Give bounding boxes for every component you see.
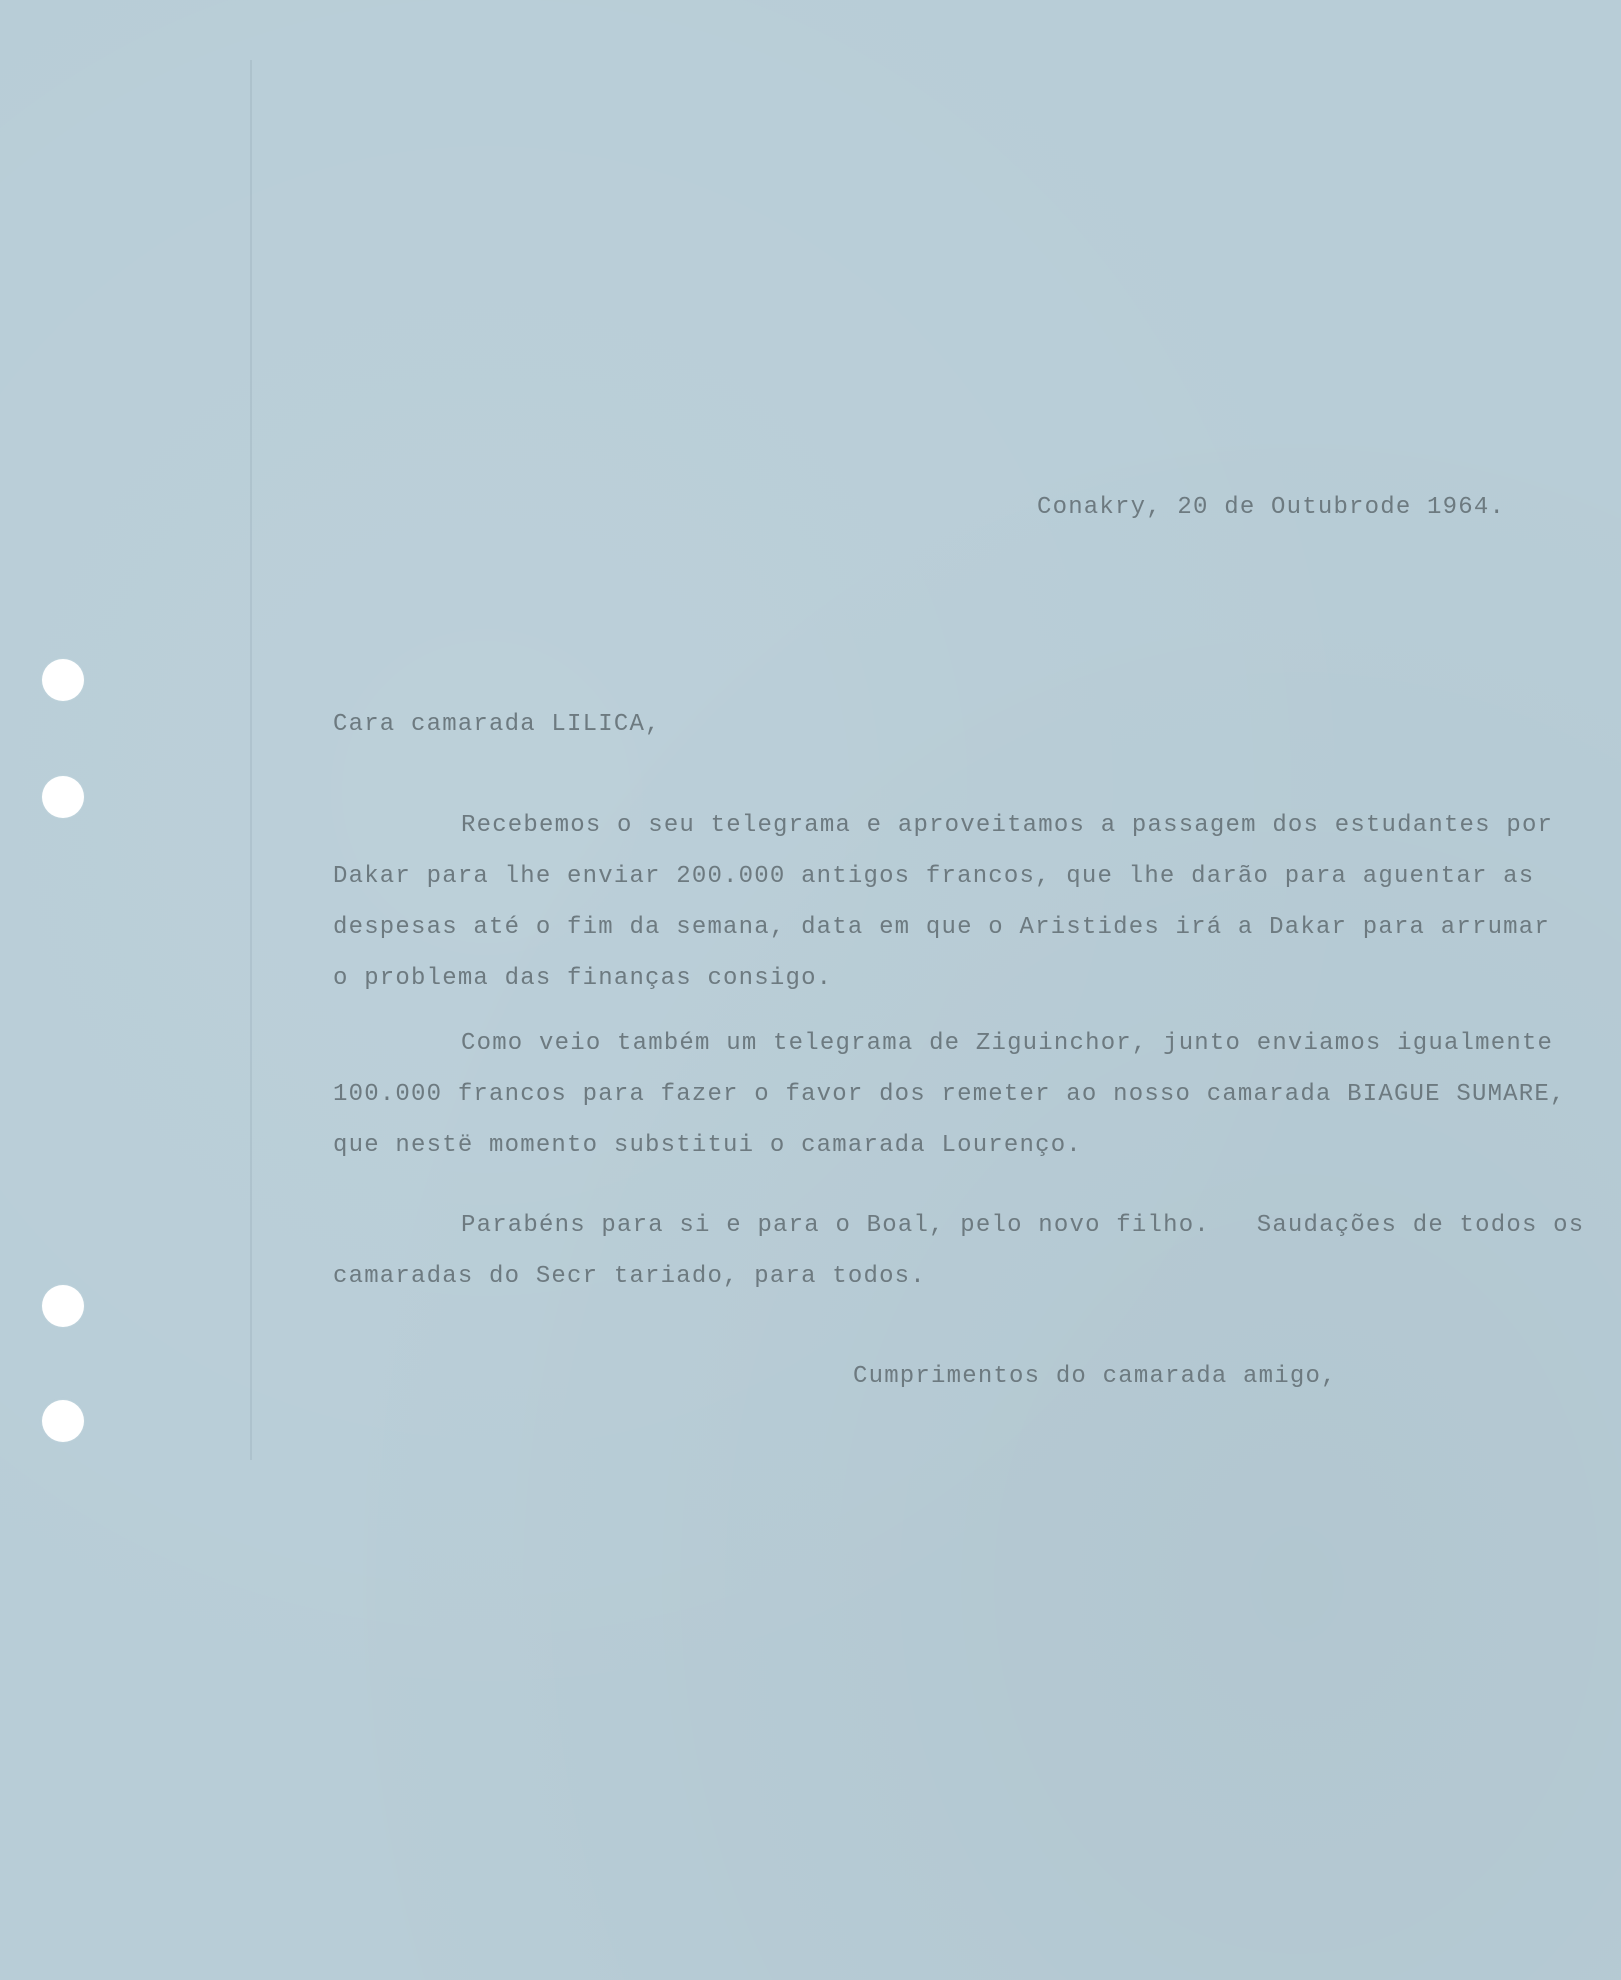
paragraph-1 — [333, 800, 1583, 1004]
closing-line: Cumprimentos do camarada amigo, — [853, 1363, 1337, 1390]
binder-hole — [42, 1400, 84, 1442]
paragraph-line: despesas até o fim da semana, data em que o Aristides irá a Dakar para arrumar — [333, 914, 1550, 941]
binder-hole — [42, 1285, 84, 1327]
paragraph-line: que nestë momento substitui o camarada Lourenço. — [333, 1132, 1082, 1159]
paragraph-line: Como veio também um telegrama de Ziguinchor, junto enviamos igualmente — [461, 1030, 1554, 1057]
paragraph-3 — [333, 1200, 1583, 1302]
paragraph-line: Recebemos o seu telegrama e aproveitamos a passagem dos estudantes por — [461, 812, 1554, 839]
binder-hole — [42, 776, 84, 818]
paper-fold-line — [250, 60, 252, 1460]
paragraph-2 — [333, 1018, 1583, 1171]
paragraph-line: 100.000 francos para fazer o favor dos remeter ao nosso camarada BIAGUE SUMARE, — [333, 1081, 1566, 1108]
paragraph-line: o problema das finanças consigo. — [333, 965, 833, 992]
date-line: Conakry, 20 de Outubrode 1964. — [1037, 494, 1506, 521]
paragraph-line: camaradas do Secr tariado, para todos. — [333, 1263, 926, 1290]
salutation: Cara camarada LILICA, — [333, 711, 661, 738]
binder-hole — [42, 659, 84, 701]
paragraph-line: Dakar para lhe enviar 200.000 antigos francos, que lhe darão para aguentar as — [333, 863, 1535, 890]
paragraph-line: Parabéns para si e para o Boal, pelo novo filho. Saudações de todos os — [461, 1212, 1585, 1239]
